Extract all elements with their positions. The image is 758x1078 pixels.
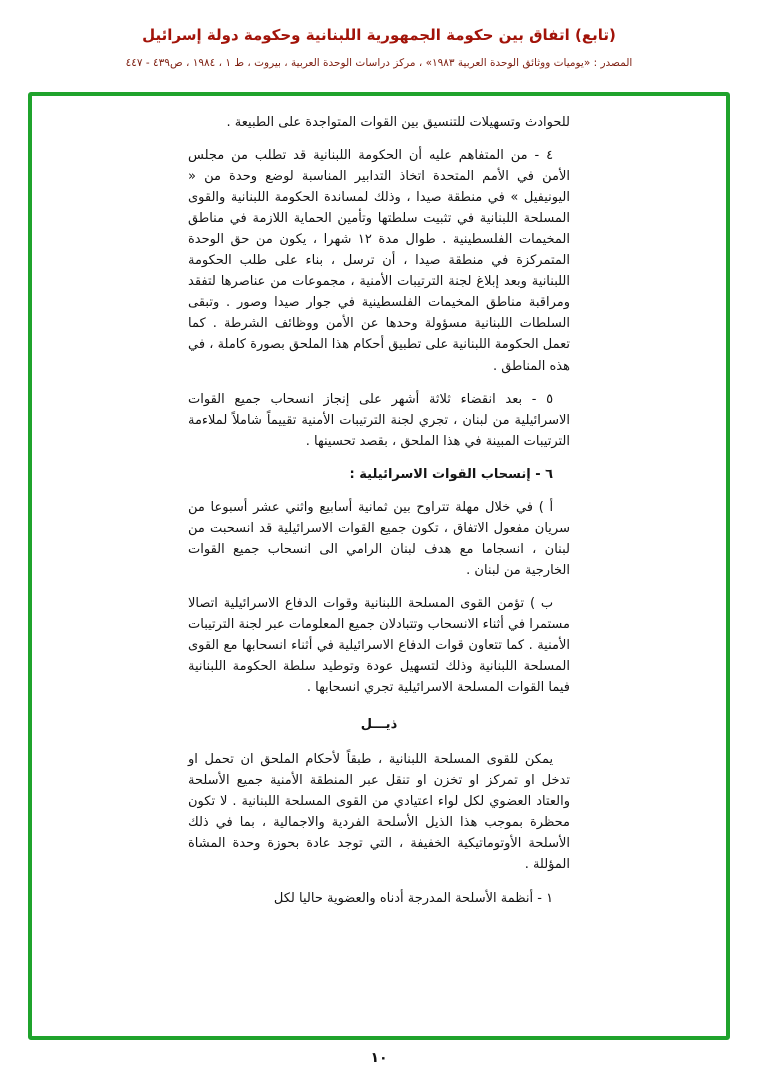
appendix-title: ذيـــل (360, 717, 398, 733)
page-number: ١٠ (370, 1050, 388, 1066)
paragraph-4: ٤ - من المتفاهم عليه أن الحكومة اللبنانية قد تطلب من مجلس الأمن في الأمم المتحدة اتخاذ التدابير المناسبة لوضع وحدة من « اليونيفيل » في منطقة صيدا ، وذلك لمساندة الحكومة اللبنانية والقوى المسلحة اللبنانية في تثبيت سلطتها وتأمين الحماية اللازمة في مناطق المخيمات الفلسطينية . طوال مدة ١٢ شهرا ، يكون من حق الوحدة المتمركزة في منطقة صيدا ، أن ترسل ، بناء على طلب الحكومة اللبنانية وبعد إبلاغ لجنة الترتيبات الأمنية ، مجموعات من عناصرها لتفقد ومراقبة مناطق المخيمات الفلسطينية في جوار صيدا وصور . وتبقى السلطات اللبنانية مسؤولة وحدها عن الأمن ووظائف الشرطة . كما تعمل الحكومة اللبنانية على تطبيق أحكام هذا الملحق بصورة كاملة ، في هذه المناطق . (188, 148, 570, 374)
paragraph-continuation: للحوادث وتسهيلات للتنسيق بين القوات المتواجدة على الطبيعة . (226, 115, 570, 130)
paragraph-5: ٥ - بعد انقضاء ثلاثة أشهر على إنجاز انسحاب جميع القوات الاسرائيلية من لبنان ، تجري لجنة الترتيبات الأمنية تقييماً شاملاً لملاءمة الترتيبات المبينة في هذا الملحق ، بقصد تحسينها . (188, 391, 570, 449)
paragraph-item-1: ١ - أنظمة الأسلحة المدرجة أدناه والعضوية حاليا لكل (273, 890, 554, 906)
paragraph-item-b: ب ) تؤمن القوى المسلحة اللبنانية وقوات الدفاع الاسرائيلية اتصالا مستمرا في أثناء الانسحاب وتتبادلان جميع المعلومات عبر لجنة الترتيبات الأمنية . كما تتعاون قوات الدفاع الاسرائيلية في أثناء انسحابها مع القوى المسلحة اللبنانية وذلك لتسهيل عودة وتوطيد سلطة الحكومة اللبنانية فيما القوات المسلحة الاسرائيلية تجري انسحابها . (188, 595, 570, 696)
green-border-frame (28, 92, 730, 1040)
source-line: المصدر : «يوميات ووثائق الوحدة العربية ١٩٨٣» ، مركز دراسات الوحدة العربية ، بيروت ، ط ١ ، ١٩٨٤ ، ص٤٣٩ - ٤٤٧ (125, 57, 633, 69)
document-title: (تابع) اتفاق بين حكومة الجمهورية اللبنانية وحكومة دولة إسرائيل (142, 26, 616, 44)
section-heading-6: ٦ - إنسحاب القوات الاسرائيلية : (349, 466, 554, 482)
paragraph-item-a: أ ) في خلال مهلة تتراوح بين ثمانية أسابيع واثني عشر أسبوعا من سريان مفعول الاتفاق ، تكون جميع القوات الاسرائيلية قد انسحبت من لبنان ، انسجاما مع هدف لبنان الرامي الى انسحاب جميع القوات الخارجية من لبنان . (188, 499, 570, 578)
body-text-column (188, 112, 570, 909)
page-header (0, 0, 758, 69)
appendix-body: يمكن للقوى المسلحة اللبنانية ، طبقاً لأحكام الملحق ان تحمل او تدخل او تمركز او تخزن او تنقل عبر المنطقة الأمنية جميع الأسلحة والعتاد العضوي لكل لواء اعتيادي من القوى المسلحة اللبنانية . لا تكون محظرة بموجب هذا الذيل الأسلحة الفردية والاجمالية ، بما في ذلك الأسلحة الأوتوماتيكية الخفيفة ، التي توجد عادة بحوزة وحدة المشاة المؤللة . (188, 752, 570, 873)
